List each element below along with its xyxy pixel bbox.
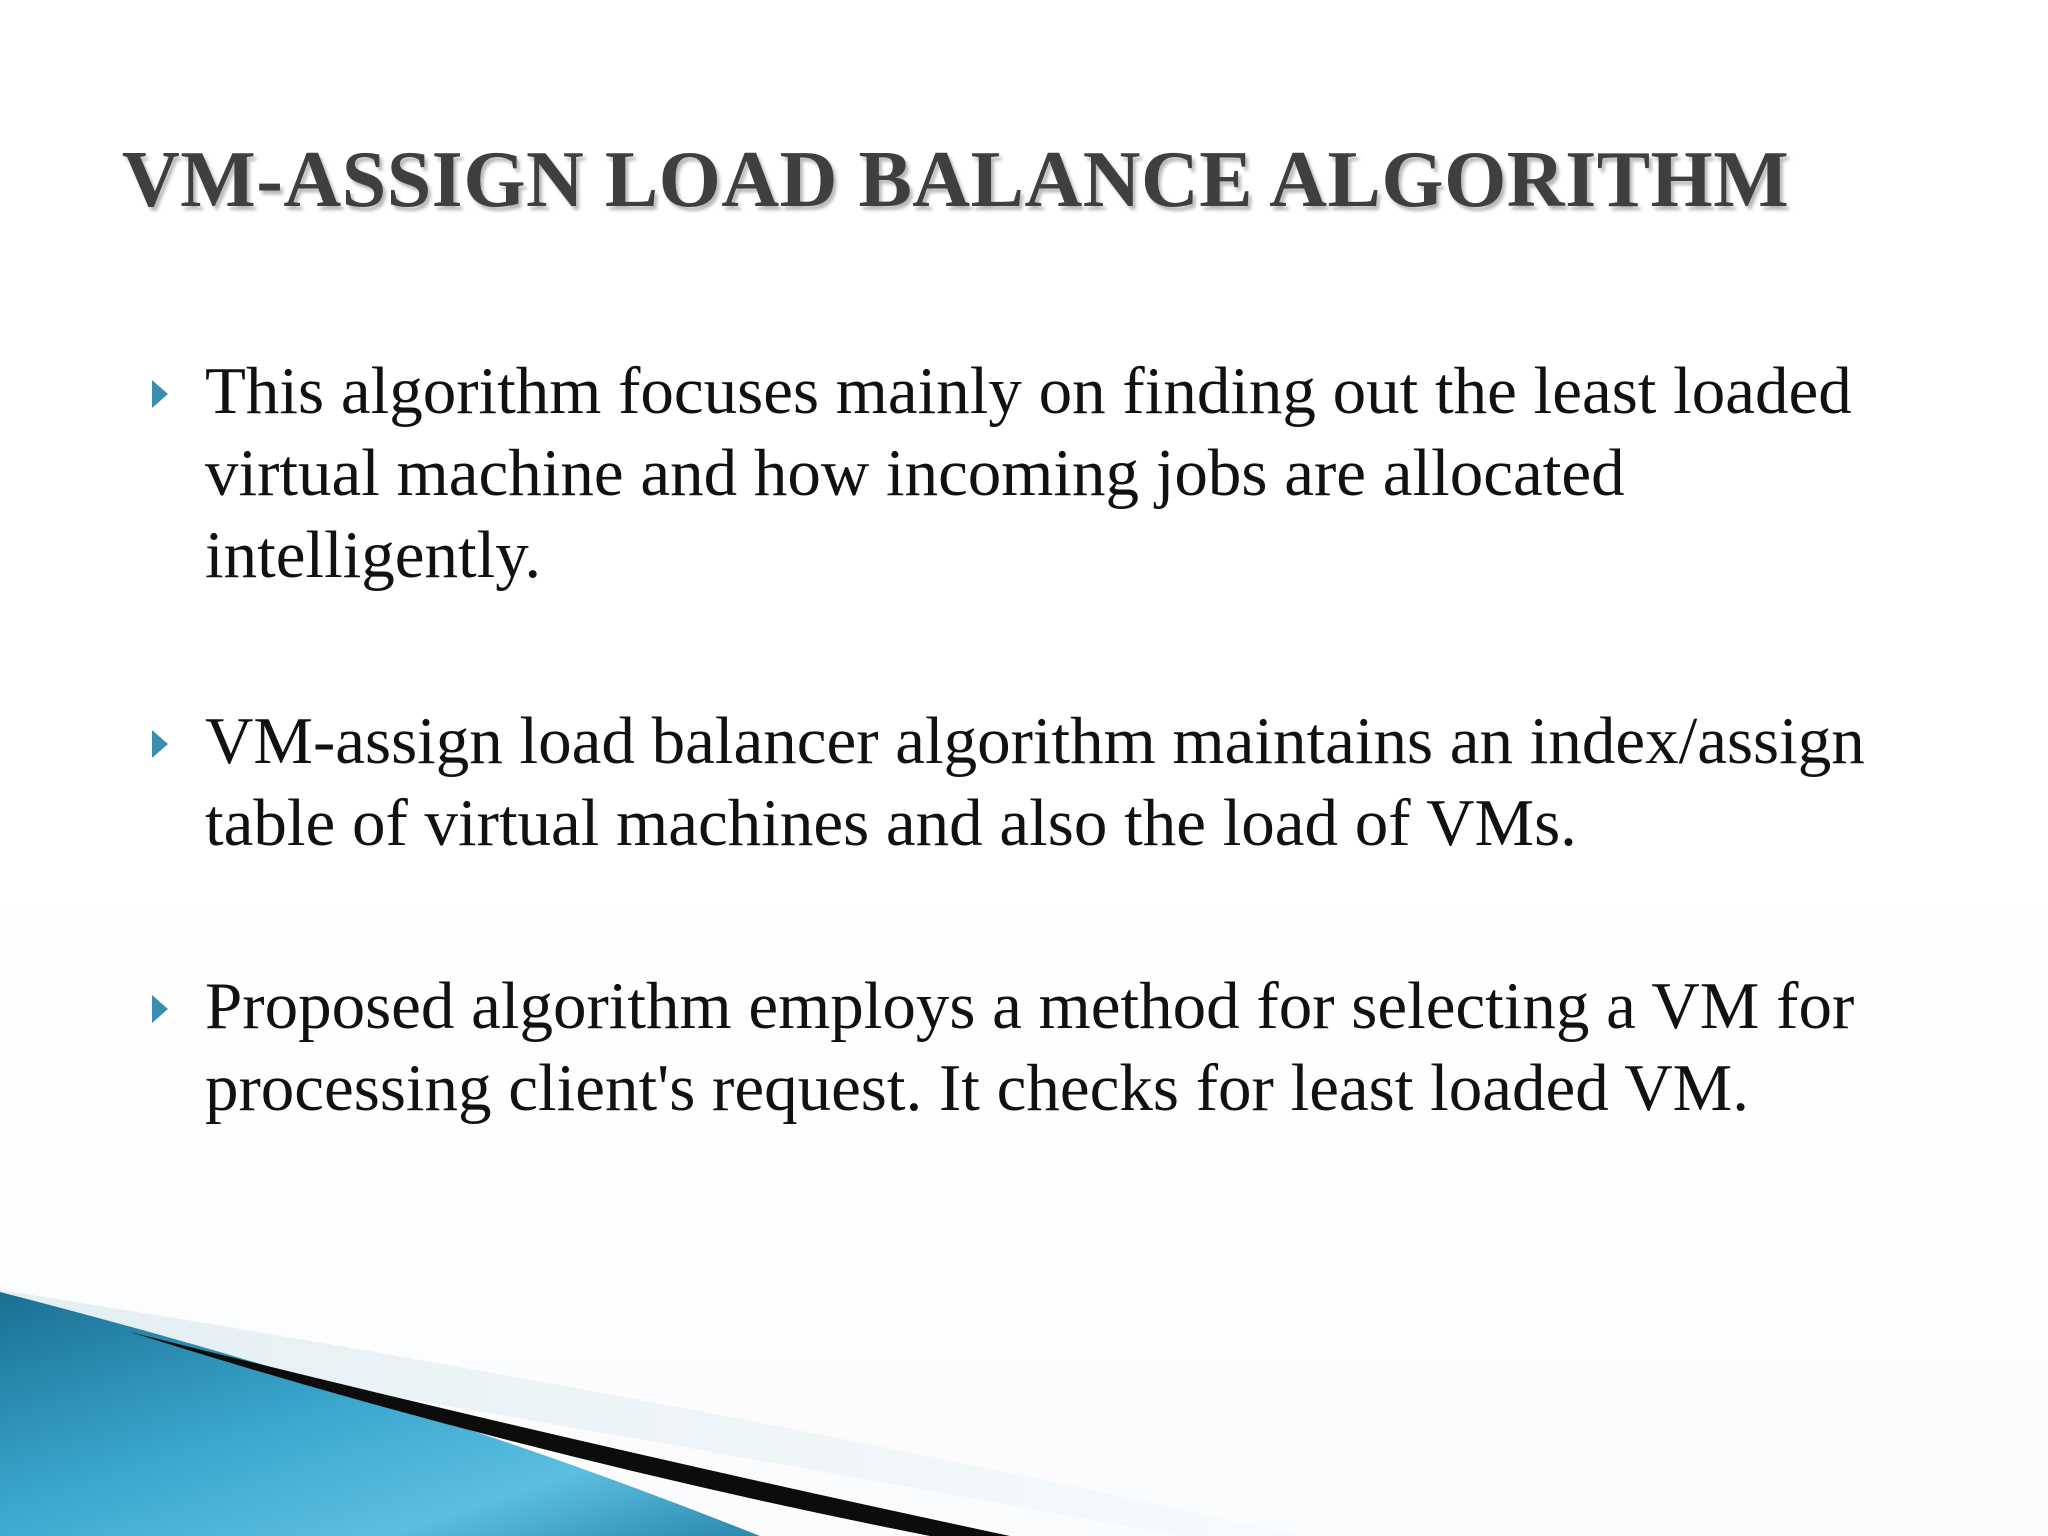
bullet-text: Proposed algorithm employs a method for selecting a VM for processing client's request. It checks for least loaded VM.	[205, 969, 1855, 1125]
slide-title: VM-ASSIGN LOAD BALANCE ALGORITHM	[122, 136, 1790, 224]
bullet-text: This algorithm focuses mainly on finding out the least loaded virtual machine and how incoming jobs are allocated intelligently.	[205, 354, 1852, 592]
bullet-text: VM-assign load balancer algorithm maintains an index/assign table of virtual machines and also the load of VMs.	[205, 704, 1865, 860]
